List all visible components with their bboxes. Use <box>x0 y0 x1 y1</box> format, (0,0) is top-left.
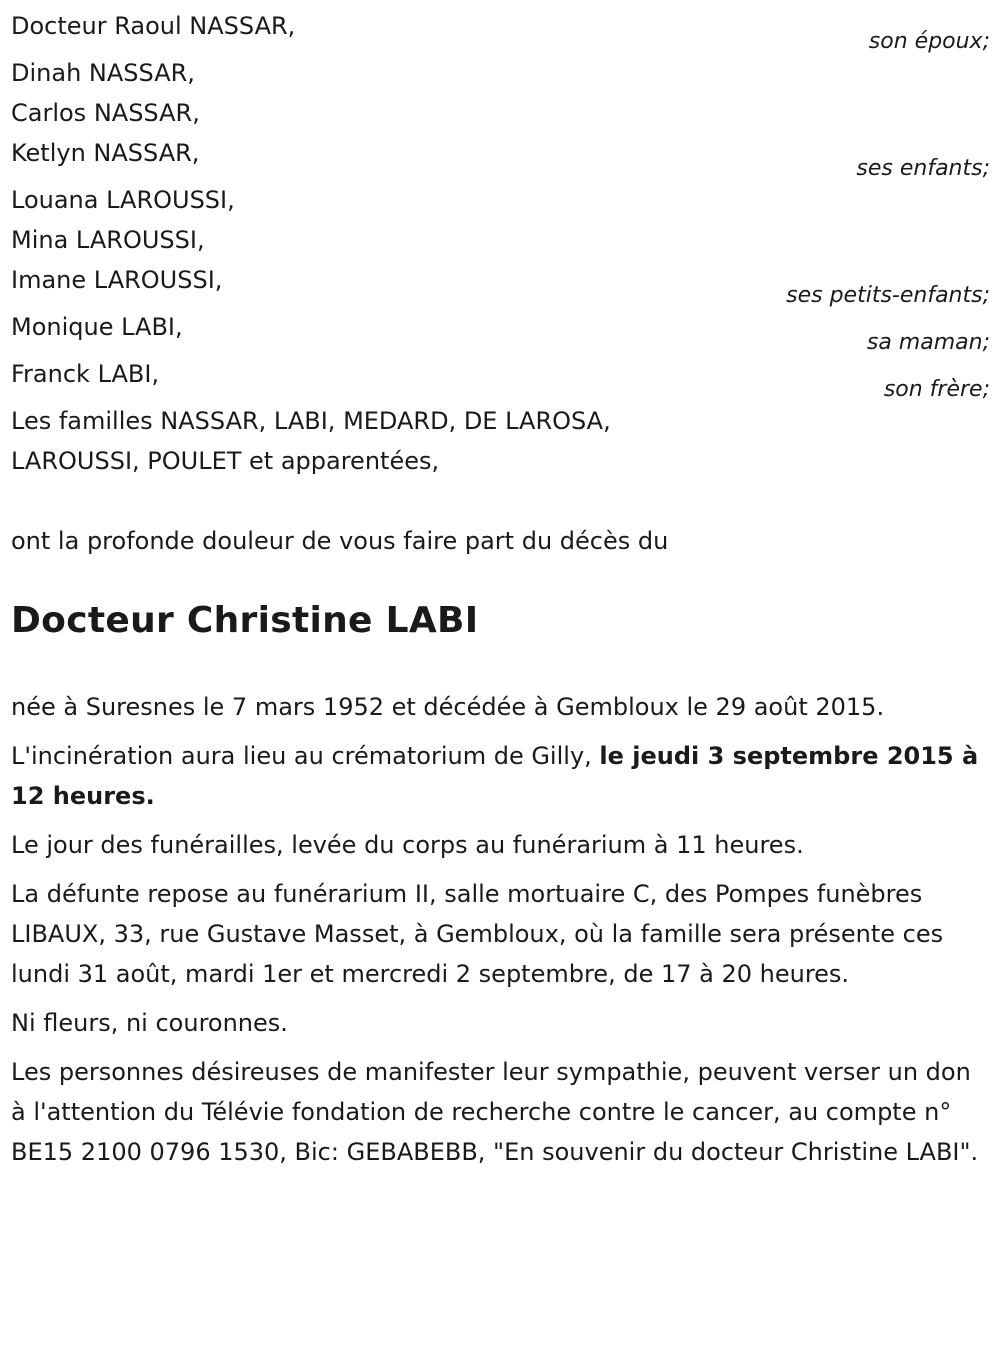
family-name: Louana LAROUSSI, <box>11 186 235 214</box>
family-name: Monique LABI, <box>11 313 183 341</box>
family-name: Franck LABI, <box>11 360 160 388</box>
family-role: sa maman; <box>866 330 990 355</box>
family-name: Imane LAROUSSI, <box>11 266 223 294</box>
cremation-text <box>11 736 990 816</box>
family-role: son frère; <box>883 377 990 402</box>
donation-text: Les personnes désireuses de manifester leur sympathie, peuvent verser un don à l'attention du Télévie fondation de recherche contre le cancer, au compte n° BE15 2100 0796 1530, Bic: GEBABEBB, "En souvenir du docteur Christine LABI". <box>11 1058 979 1166</box>
announcement-intro: ont la profonde douleur de vous faire part du décès du <box>11 527 669 555</box>
family-group-grandchildren <box>11 180 990 307</box>
family-name: Ketlyn NASSAR, <box>11 139 200 167</box>
cremation-prefix: L'incinération aura lieu au crématorium de Gilly, <box>11 742 600 770</box>
family-name: Mina LAROUSSI, <box>11 226 205 254</box>
families-line: LAROUSSI, POULET et apparentées, <box>11 447 440 475</box>
funeral-day-text: Le jour des funérailles, levée du corps au funérarium à 11 heures. <box>11 831 804 859</box>
birth-death-text: née à Suresnes le 7 mars 1952 et décédée à Gembloux le 29 août 2015. <box>11 693 885 721</box>
family-group-mother <box>11 307 990 354</box>
family-name: Docteur Raoul NASSAR, <box>11 12 296 40</box>
family-name: Dinah NASSAR, <box>11 59 195 87</box>
resting-place-text: La défunte repose au funérarium II, salle mortuaire C, des Pompes funèbres LIBAUX, 33, rue Gustave Masset, à Gembloux, où la famille sera présente ces lundi 31 août, mardi 1er et mercredi 2 septembre, de 17 à 20 heures. <box>11 880 944 988</box>
extended-families <box>11 401 990 481</box>
family-group-children <box>11 53 990 180</box>
family-role: son époux; <box>868 29 990 54</box>
cremation-date: le jeudi 3 septembre 2015 à 12 heures. <box>11 742 979 810</box>
family-group-spouse <box>11 0 990 53</box>
family-group-brother <box>11 354 990 401</box>
family-name: Carlos NASSAR, <box>11 99 200 127</box>
family-role: ses petits-enfants; <box>786 283 990 308</box>
deceased-name: Docteur Christine LABI <box>11 600 479 641</box>
no-flowers-text: Ni fleurs, ni couronnes. <box>11 1009 288 1037</box>
families-line: Les familles NASSAR, LABI, MEDARD, DE LAROSA, <box>11 407 611 435</box>
family-role: ses enfants; <box>856 156 990 181</box>
